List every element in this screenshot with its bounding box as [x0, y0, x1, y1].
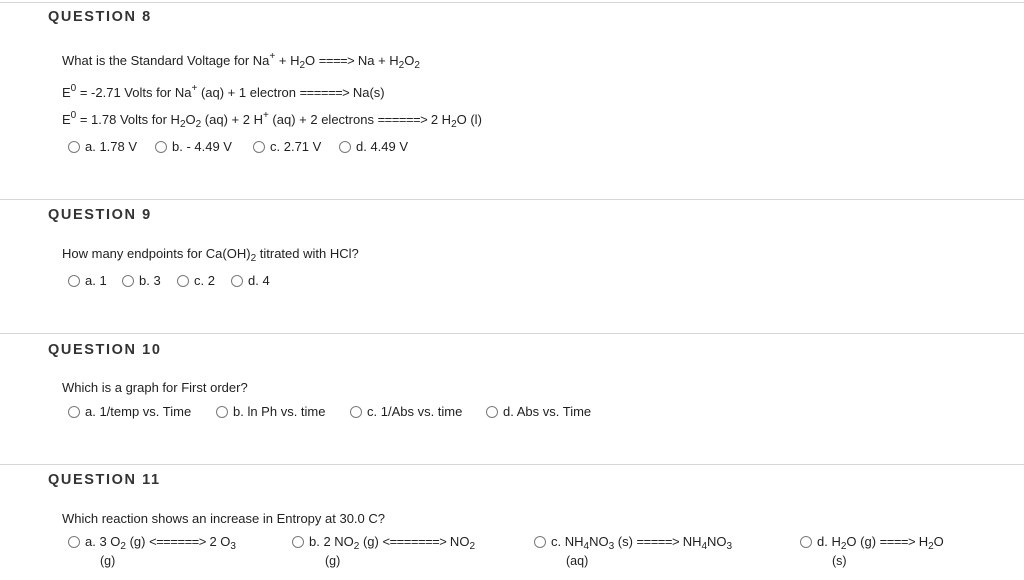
question-11-option-a[interactable]: a. 3 $O_2$ (g) <======> 2 $O_3$ — [68, 534, 236, 549]
radio-button[interactable] — [350, 406, 362, 418]
question-8-option-b[interactable]: b. - 4.49 V — [155, 139, 232, 154]
question-8-half-reaction-2: $E^0 = 1.78$ Volts for $H_2O_2$ (aq) + 2 H+ (aq) + 2 electrons ======> 2 $H_2O$ (l) — [62, 110, 482, 130]
question-10-title: QUESTION 10 — [48, 342, 162, 358]
question-10-option-d[interactable]: d. Abs vs. Time — [486, 404, 591, 419]
question-11-option-b[interactable]: b. 2 $NO_2$ (g) <=======> $NO_2$ — [292, 534, 475, 549]
radio-button[interactable] — [800, 536, 812, 548]
question-11-option-d[interactable]: d. $H_2O$ (g) ====> $H_2O$ — [800, 534, 944, 549]
radio-button[interactable] — [68, 141, 80, 153]
divider-q8-q9 — [0, 199, 1024, 200]
divider-q9-q10 — [0, 333, 1024, 334]
radio-button[interactable] — [534, 536, 546, 548]
question-11-option-d-wrap: (s) — [832, 554, 847, 568]
radio-button[interactable] — [122, 275, 134, 287]
question-8-option-d[interactable]: d. 4.49 V — [339, 139, 408, 154]
radio-button[interactable] — [216, 406, 228, 418]
radio-button[interactable] — [339, 141, 351, 153]
question-11-option-b-wrap: (g) — [325, 554, 341, 568]
radio-button[interactable] — [68, 536, 80, 548]
question-11-option-c[interactable]: c. $NH_4NO_3$ (s) =====> $NH_4NO_3$ — [534, 534, 732, 549]
question-8-title: QUESTION 8 — [48, 9, 152, 25]
radio-button[interactable] — [68, 406, 80, 418]
question-10-option-b[interactable]: b. ln Ph vs. time — [216, 404, 325, 419]
question-9-option-c[interactable]: c. 2 — [177, 273, 215, 288]
question-9-option-d[interactable]: d. 4 — [231, 273, 270, 288]
question-11-option-a-wrap: (g) — [100, 554, 116, 568]
question-8-option-c[interactable]: c. 2.71 V — [253, 139, 321, 154]
radio-button[interactable] — [155, 141, 167, 153]
divider-q10-q11 — [0, 464, 1024, 465]
question-11-prompt: Which reaction shows an increase in Entropy at 30.0 C? — [62, 511, 386, 526]
question-11-option-c-wrap: (aq) — [566, 554, 589, 568]
radio-button[interactable] — [177, 275, 189, 287]
question-8-option-a[interactable]: a. 1.78 V — [68, 139, 137, 154]
radio-button[interactable] — [253, 141, 265, 153]
radio-button[interactable] — [68, 275, 80, 287]
radio-button[interactable] — [486, 406, 498, 418]
question-9-option-b[interactable]: b. 3 — [122, 273, 161, 288]
top-divider — [0, 2, 1024, 3]
question-9-title: QUESTION 9 — [48, 207, 152, 223]
question-9-option-a[interactable]: a. 1 — [68, 273, 107, 288]
radio-button[interactable] — [292, 536, 304, 548]
question-10-option-a[interactable]: a. 1/temp vs. Time — [68, 404, 191, 419]
question-10-prompt: Which is a graph for First order? — [62, 380, 248, 395]
radio-button[interactable] — [231, 275, 243, 287]
question-11-title: QUESTION 11 — [48, 472, 161, 488]
question-8-prompt: What is the Standard Voltage for $Na^+ + H_2O$ ====> $Na + H_2O_2$ — [62, 51, 420, 71]
question-10-option-c[interactable]: c. 1/Abs vs. time — [350, 404, 462, 419]
question-8-half-reaction-1: $E^0 = -2.71$ Volts for Na+ (aq) + 1 electron ======> Na(s) — [62, 83, 385, 100]
question-9-prompt: How many endpoints for $Ca(OH)_2$ titrated with HCl? — [62, 246, 359, 264]
